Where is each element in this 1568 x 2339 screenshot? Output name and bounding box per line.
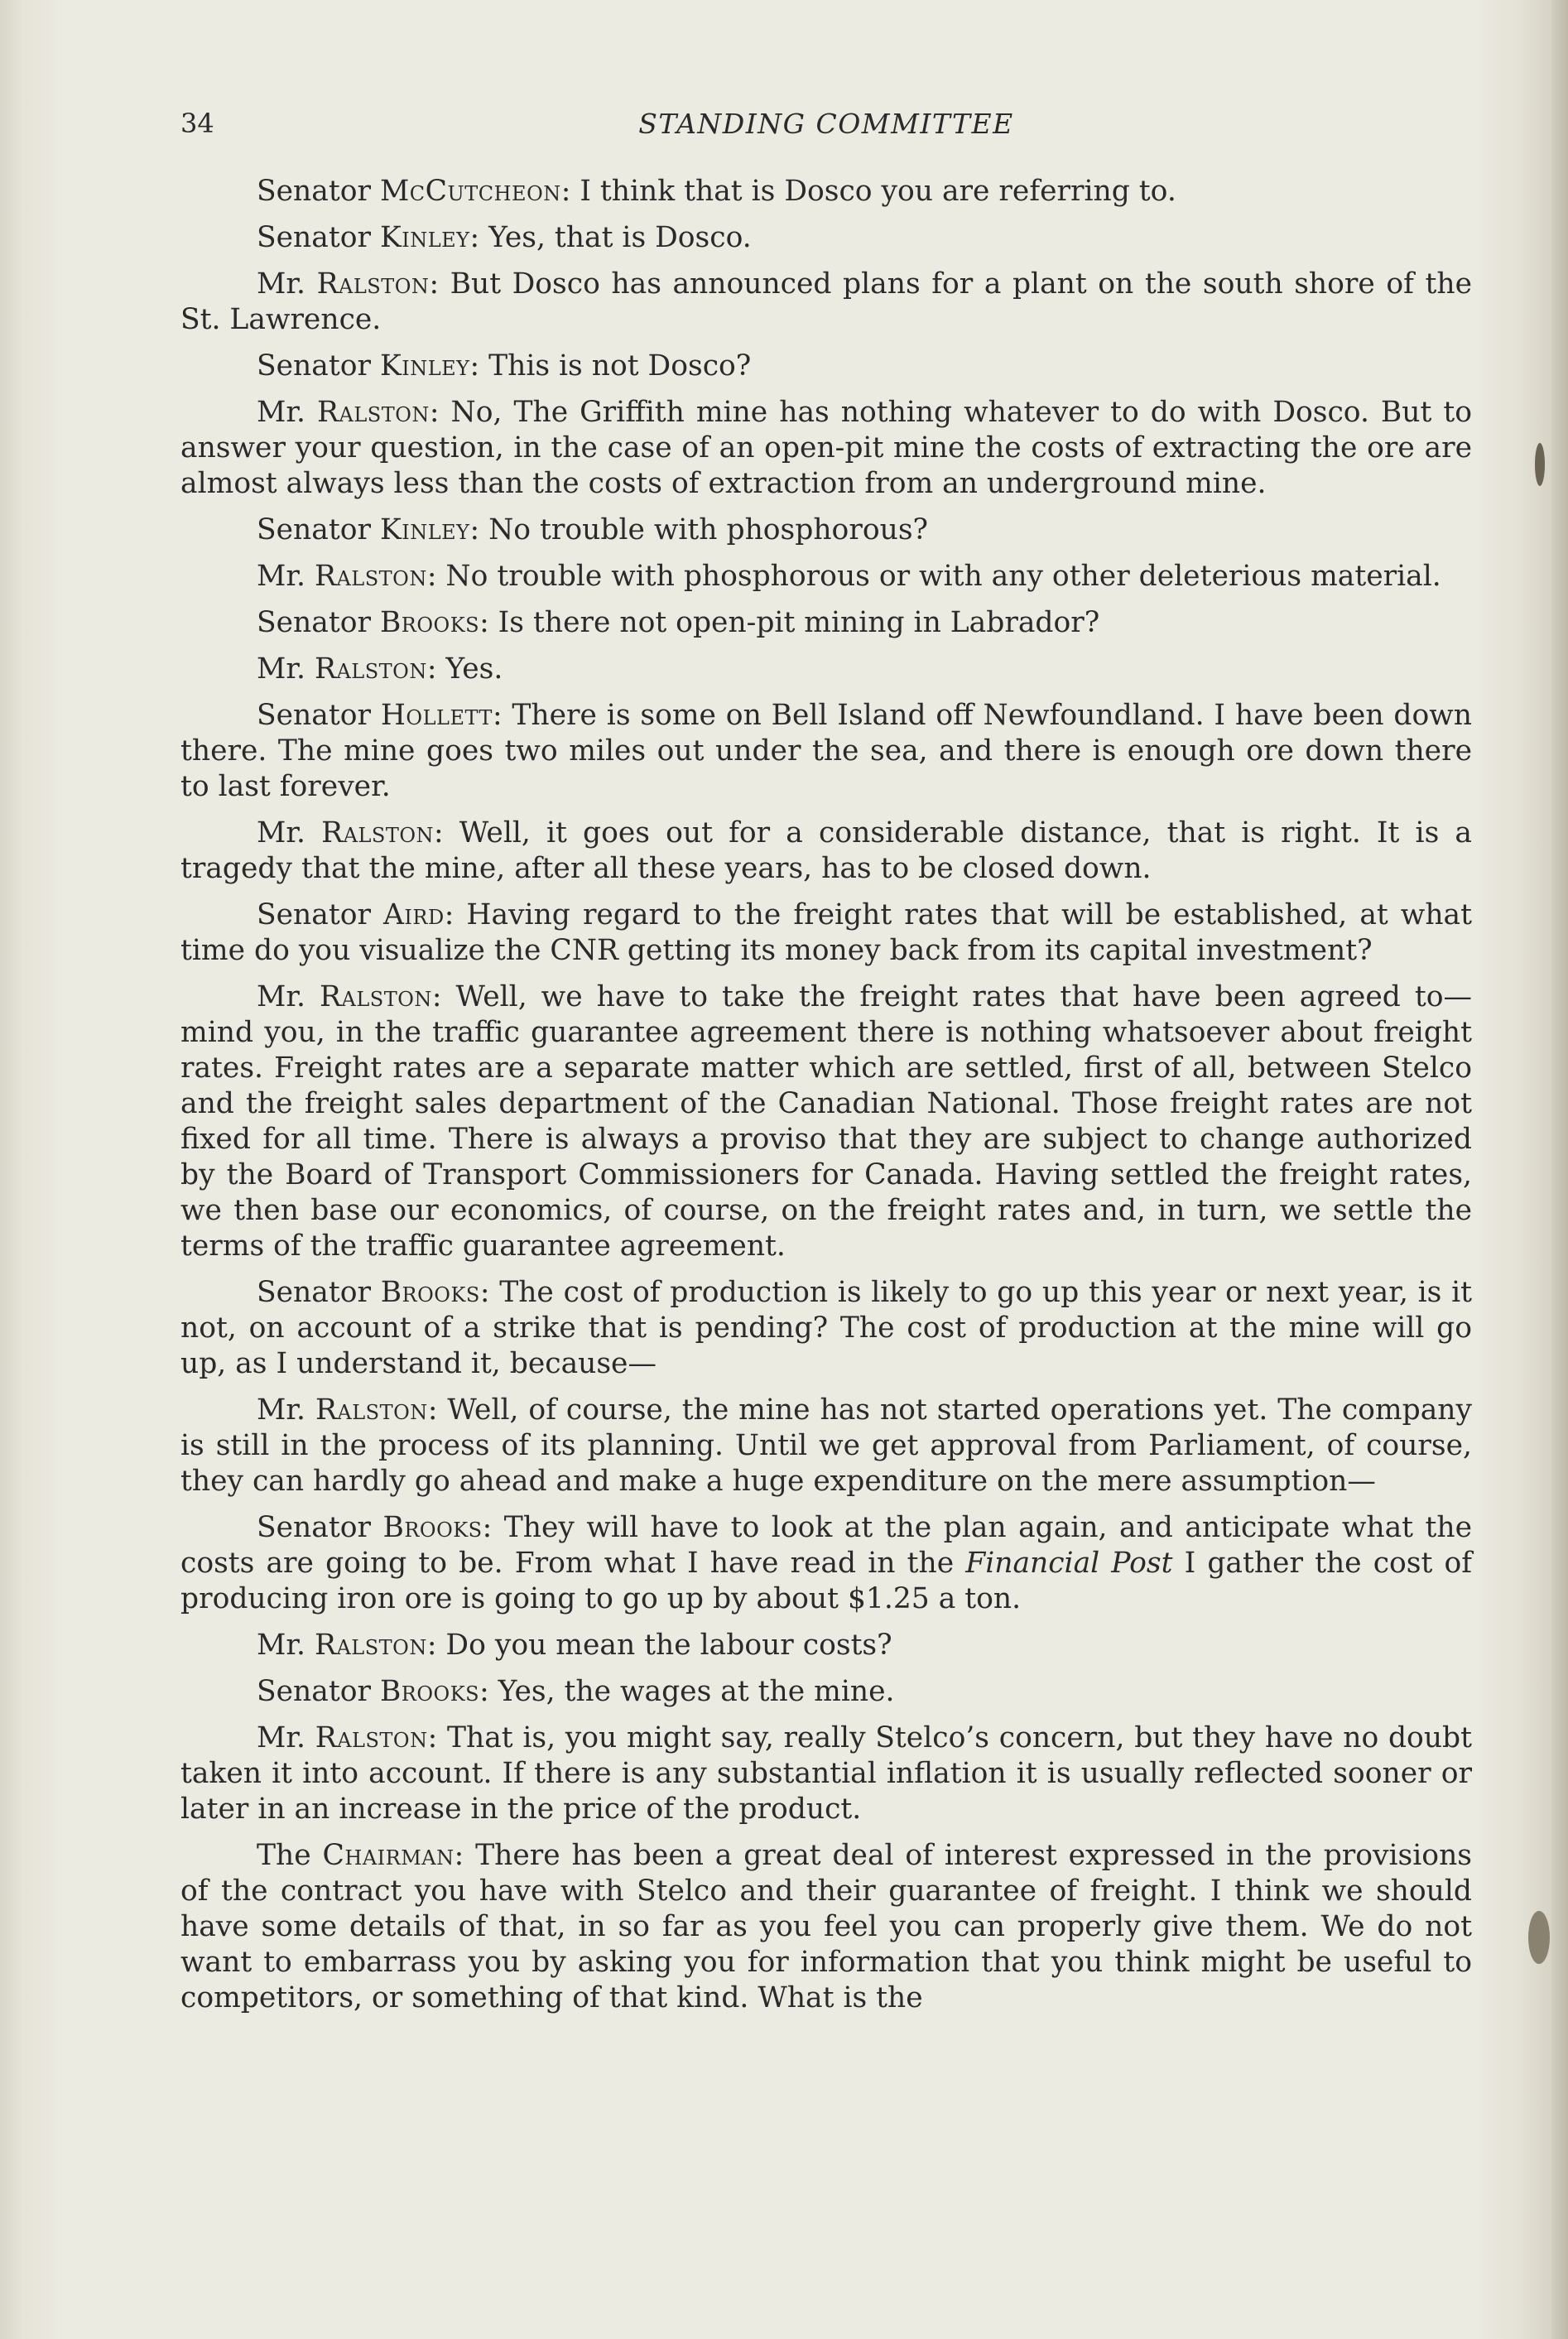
speaker-title: Mr. — [257, 1393, 315, 1427]
speaker-name: Ralston — [315, 1721, 428, 1754]
transcript-paragraph — [180, 395, 1472, 502]
transcript-paragraph — [180, 1275, 1472, 1382]
speaker-name: McCutcheon — [379, 175, 561, 208]
speaker-name: Aird — [383, 898, 445, 931]
speech-text: : Yes, that is Dosco. — [469, 221, 752, 254]
transcript-paragraph — [180, 513, 1472, 548]
speaker-title: Senator — [257, 1675, 380, 1708]
speech-text: : They will have to look at the plan again, and anticipate what the costs are going to be. From what I have read in the — [180, 1511, 1472, 1580]
speech-text: : That is, you might say, really Stelco’s concern, but they have no doubt taken it into account. If there is any substantial inflation it is usually reflected sooner or later in an increase in the price of the product. — [180, 1721, 1472, 1826]
page-number: 34 — [180, 108, 214, 139]
speech-text: : But Dosco has announced plans for a plant on the south shore of the St. Lawrence. — [180, 267, 1472, 336]
speaker-title: Senator — [257, 349, 380, 383]
speaker-title: Mr. — [257, 652, 315, 686]
speaker-title: Mr. — [257, 1629, 315, 1662]
speaker-title: Mr. — [257, 560, 315, 593]
speech-text: : Yes, the wages at the mine. — [479, 1675, 895, 1708]
speaker-title: Senator — [257, 513, 380, 546]
transcript-paragraph — [180, 559, 1472, 594]
page-header — [180, 108, 1472, 149]
speech-text: : This is not Dosco? — [469, 349, 752, 383]
speaker-name: Kinley — [379, 513, 470, 546]
transcript-paragraph — [180, 816, 1472, 887]
speaker-name: Brooks — [379, 606, 480, 639]
speaker-name: Brooks — [382, 1511, 483, 1544]
binding-mark — [1535, 443, 1545, 486]
speaker-title: Senator — [257, 699, 381, 732]
speaker-name: Ralston — [315, 1393, 428, 1427]
speech-text: : The cost of production is likely to go up this year or next year, is it not, on account of a strike that is pending? The cost of production at the mine will go up, as I understand it, because— — [180, 1276, 1473, 1380]
speaker-title: Mr. — [257, 816, 322, 849]
speaker-title: Senator — [257, 606, 380, 639]
binding-mark — [1528, 1911, 1550, 1964]
speaker-title: Mr. — [257, 396, 318, 429]
speaker-name: Kinley — [379, 221, 470, 254]
speech-text: : Yes. — [426, 652, 503, 686]
speaker-name: Brooks — [379, 1675, 480, 1708]
speaker-name: Ralston — [317, 396, 430, 429]
speech-text: : There has been a great deal of interest expressed in the provisions of the contract you have with Stelco and their guarantee of freight. I think we should have some details of that, in so far as you feel you can properly give them. We do not want to embarrass you by asking you for information that you think might be useful to competitors, or something of that kind. What is the — [180, 1839, 1472, 2014]
transcript-paragraph — [180, 1393, 1472, 1499]
speaker-name: Ralston — [321, 816, 435, 849]
speaker-title: Senator — [257, 1276, 381, 1309]
speech-text: : Having regard to the freight rates that will be established, at what time do you visualize the CNR getting its money back from its capital investment? — [180, 898, 1472, 967]
speaker-title: Senator — [257, 175, 380, 208]
transcript-paragraph — [180, 979, 1472, 1264]
speech-text: I gather the cost of producing iron ore is going to go up by about $1.25 a ton. — [180, 1547, 1473, 1615]
speaker-title: Mr. — [257, 1721, 315, 1754]
speech-text: : No trouble with phosphorous? — [469, 513, 929, 546]
transcript-paragraph — [180, 605, 1472, 641]
speaker-title: Mr. — [257, 980, 320, 1013]
speech-text: : Well, of course, the mine has not started operations yet. The company is still in the process of its planning. Until we get approval from Parliament, of course, they can hardly go ahead and make a huge expenditure on the mere assumption— — [180, 1393, 1472, 1498]
speaker-name: Kinley — [379, 349, 470, 383]
running-title: STANDING COMMITTEE — [638, 108, 1014, 140]
transcript-paragraph — [180, 1721, 1472, 1827]
speaker-title: The — [257, 1839, 323, 1872]
speech-text: : Well, it goes out for a considerable distance, that is right. It is a tragedy that the mine, after all these years, has to be closed down. — [180, 816, 1472, 885]
speaker-title: Senator — [257, 221, 380, 254]
transcript-paragraph — [180, 174, 1472, 209]
speech-text: : There is some on Bell Island off Newfoundland. I have been down there. The mine goes two miles out under the sea, and there is enough ore down there to last forever. — [180, 699, 1472, 803]
speaker-name: Ralston — [314, 560, 427, 593]
speech-text: : No trouble with phosphorous or with any other deleterious material. — [426, 560, 1441, 593]
speaker-title: Mr. — [257, 267, 317, 301]
transcript-paragraph — [180, 698, 1472, 805]
transcript-paragraph — [180, 1674, 1472, 1710]
speech-text: : No, The Griffith mine has nothing whatever to do with Dosco. But to answer your question, in the case of an open-pit mine the costs of extracting the ore are almost always less than the costs of extraction from an underground mine. — [180, 396, 1473, 500]
speech-text: : I think that is Dosco you are referring to. — [560, 175, 1176, 208]
speaker-name: Chairman — [322, 1839, 455, 1872]
speaker-name: Ralston — [320, 980, 432, 1013]
speaker-name: Ralston — [316, 267, 430, 301]
page-edge — [1551, 0, 1568, 2339]
speaker-name: Brooks — [380, 1276, 480, 1309]
transcript-body — [180, 174, 1472, 2027]
transcript-paragraph — [180, 652, 1472, 687]
transcript-paragraph — [180, 1510, 1472, 1617]
speaker-title: Senator — [257, 898, 384, 931]
transcript-paragraph — [180, 349, 1472, 384]
speaker-name: Ralston — [314, 1629, 427, 1662]
transcript-paragraph — [180, 1838, 1472, 2016]
speech-text: : Do you mean the labour costs? — [426, 1629, 892, 1662]
transcript-paragraph — [180, 267, 1472, 338]
speaker-name: Hollett — [380, 699, 493, 732]
transcript-paragraph — [180, 220, 1472, 256]
speech-text: : Well, we have to take the freight rates that have been agreed to—mind you, in the traffic guarantee agreement there is nothing whatsoever about freight rates. Freight rates are a separate matter which are settled, first of all, between Stelco and the freight sales department of the Canadian National. Those freight rates are not fixed for all time. There is always a proviso that they are subject to change authorized by the Board of Transport Commissioners for Canada. Having settled the freight rates, we then base our economics, of course, on the freight rates and, in turn, we settle the terms of the traffic guarantee agreement. — [180, 980, 1472, 1263]
publication-title: Financial Post — [965, 1547, 1173, 1580]
speech-text: : Is there not open-pit mining in Labrador? — [479, 606, 1100, 639]
transcript-paragraph — [180, 898, 1472, 969]
speaker-name: Ralston — [314, 652, 427, 686]
speaker-title: Senator — [257, 1511, 383, 1544]
transcript-paragraph — [180, 1628, 1472, 1663]
